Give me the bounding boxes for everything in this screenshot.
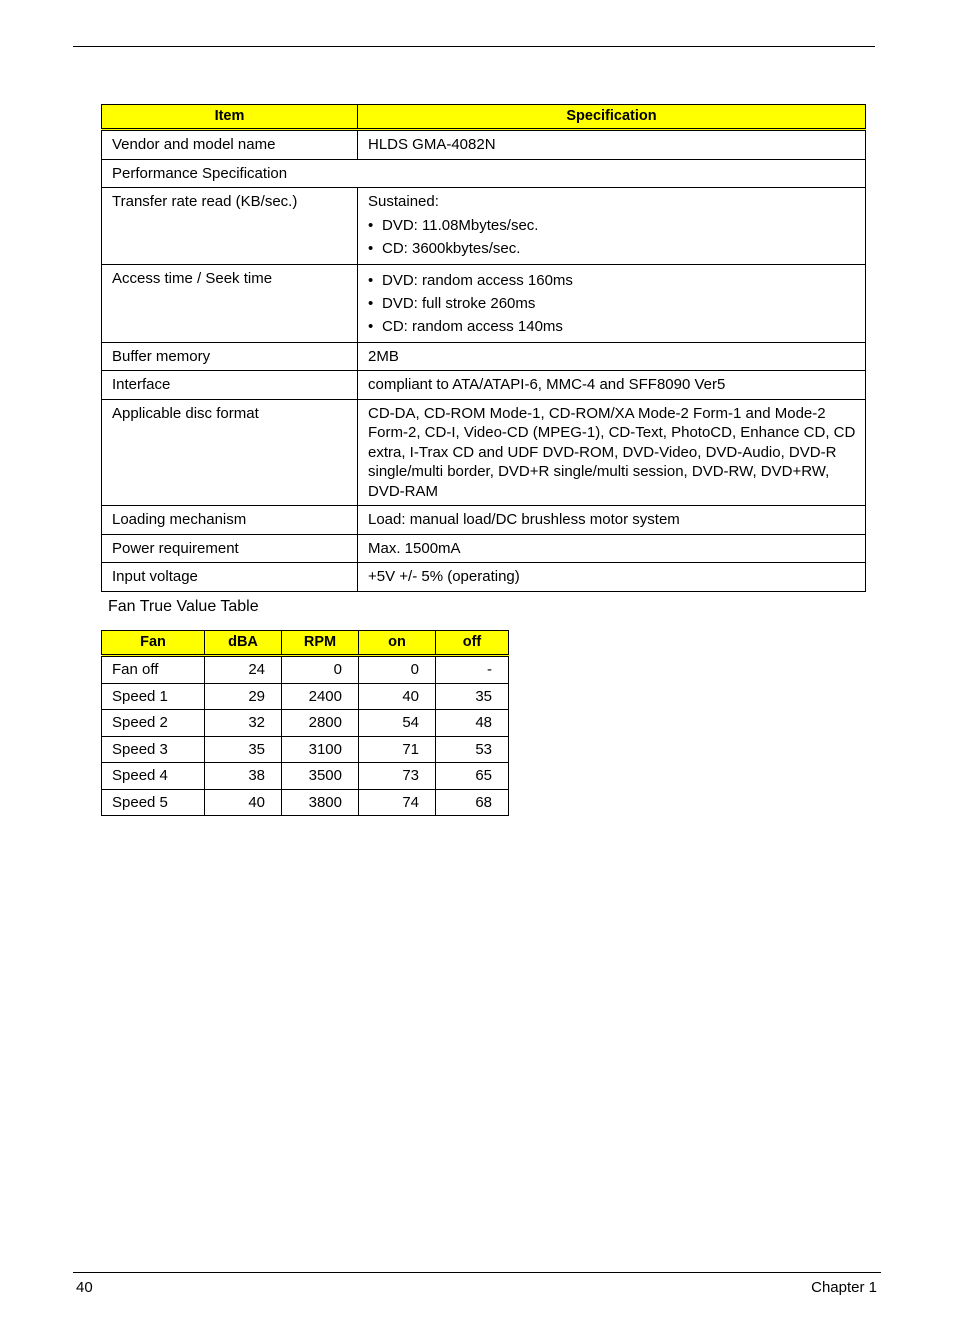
item-cell: Interface <box>102 371 358 400</box>
fan-name-cell: Speed 1 <box>102 683 205 710</box>
spec-cell <box>358 188 866 265</box>
bullet-list <box>368 269 857 338</box>
item-cell: Input voltage <box>102 563 358 592</box>
table-row <box>102 188 866 265</box>
spec-cell: Max. 1500mA <box>358 534 866 563</box>
spec-intro: Sustained: <box>368 193 439 210</box>
bullet-icon: • <box>368 271 374 289</box>
spec-cell: compliant to ATA/ATAPI-6, MMC-4 and SFF8090 Ver5 <box>358 371 866 400</box>
fan-name-cell: Speed 3 <box>102 736 205 763</box>
dba-cell: 38 <box>205 763 282 790</box>
off-cell: 48 <box>436 710 509 737</box>
item-cell: Vendor and model name <box>102 130 358 160</box>
spec-cell: Load: manual load/DC brushless motor system <box>358 506 866 535</box>
table-row <box>102 399 866 506</box>
header-specification: Specification <box>358 105 866 130</box>
off-cell: - <box>436 656 509 684</box>
table-row <box>102 371 866 400</box>
header-rule <box>73 46 875 47</box>
fan-table-title: Fan True Value Table <box>108 598 259 615</box>
spec-cell: CD-DA, CD-ROM Mode-1, CD-ROM/XA Mode-2 Form-1 and Mode-2 Form-2, CD-I, Video-CD (MPEG-1), CD-Text, PhotoCD, Enhance CD, CD extra, I-Trax CD and UDF DVD-ROM, DVD-Video, DVD-Audio, DVD-R single/multi border, DVD+R single/multi session, DVD-RW, DVD+RW, DVD-RAM <box>358 399 866 506</box>
off-cell: 68 <box>436 789 509 816</box>
spec-header-row <box>102 105 866 130</box>
header-rpm: RPM <box>282 631 359 656</box>
table-row <box>102 563 866 592</box>
list-item: • DVD: 11.08Mbytes/sec. <box>368 214 857 237</box>
table-row <box>102 656 509 684</box>
page-number: 40 <box>76 1279 93 1296</box>
dba-cell: 35 <box>205 736 282 763</box>
spec-cell: HLDS GMA-4082N <box>358 130 866 160</box>
on-cell: 0 <box>359 656 436 684</box>
table-row <box>102 683 509 710</box>
spec-table <box>101 104 866 592</box>
off-cell: 35 <box>436 683 509 710</box>
dba-cell: 32 <box>205 710 282 737</box>
table-row <box>102 534 866 563</box>
on-cell: 71 <box>359 736 436 763</box>
table-row <box>102 264 866 342</box>
list-item: • DVD: random access 160ms <box>368 269 857 292</box>
fan-name-cell: Fan off <box>102 656 205 684</box>
header-dba: dBA <box>205 631 282 656</box>
dba-cell: 29 <box>205 683 282 710</box>
table-row <box>102 130 866 160</box>
rpm-cell: 3800 <box>282 789 359 816</box>
fan-table <box>101 630 509 816</box>
on-cell: 73 <box>359 763 436 790</box>
off-cell: 65 <box>436 763 509 790</box>
spec-cell: 2MB <box>358 342 866 371</box>
on-cell: 40 <box>359 683 436 710</box>
header-fan: Fan <box>102 631 205 656</box>
header-item: Item <box>102 105 358 130</box>
bullet-icon: • <box>368 317 374 335</box>
table-row <box>102 342 866 371</box>
bullet-icon: • <box>368 216 374 234</box>
rpm-cell: 2800 <box>282 710 359 737</box>
rpm-cell: 0 <box>282 656 359 684</box>
bullet-list <box>368 214 857 260</box>
item-cell: Access time / Seek time <box>102 264 358 342</box>
dba-cell: 24 <box>205 656 282 684</box>
fan-name-cell: Speed 4 <box>102 763 205 790</box>
fan-name-cell: Speed 5 <box>102 789 205 816</box>
fan-header-row <box>102 631 509 656</box>
rpm-cell: 3500 <box>282 763 359 790</box>
list-item: • CD: random access 140ms <box>368 315 857 338</box>
bullet-icon: • <box>368 294 374 312</box>
chapter-label: Chapter 1 <box>811 1279 877 1296</box>
list-item: • CD: 3600kbytes/sec. <box>368 237 857 260</box>
table-row <box>102 789 509 816</box>
table-row <box>102 763 509 790</box>
item-cell: Transfer rate read (KB/sec.) <box>102 188 358 265</box>
rpm-cell: 3100 <box>282 736 359 763</box>
header-off: off <box>436 631 509 656</box>
table-row <box>102 159 866 188</box>
item-cell: Buffer memory <box>102 342 358 371</box>
table-row <box>102 736 509 763</box>
table-row <box>102 710 509 737</box>
rpm-cell: 2400 <box>282 683 359 710</box>
off-cell: 53 <box>436 736 509 763</box>
section-heading-cell: Performance Specification <box>102 159 866 188</box>
on-cell: 54 <box>359 710 436 737</box>
header-on: on <box>359 631 436 656</box>
item-cell: Power requirement <box>102 534 358 563</box>
list-item: • DVD: full stroke 260ms <box>368 292 857 315</box>
table-row <box>102 506 866 535</box>
spec-cell <box>358 264 866 342</box>
spec-cell: +5V +/- 5% (operating) <box>358 563 866 592</box>
on-cell: 74 <box>359 789 436 816</box>
item-cell: Applicable disc format <box>102 399 358 506</box>
dba-cell: 40 <box>205 789 282 816</box>
bullet-icon: • <box>368 239 374 257</box>
footer-rule <box>73 1272 881 1273</box>
fan-name-cell: Speed 2 <box>102 710 205 737</box>
item-cell: Loading mechanism <box>102 506 358 535</box>
